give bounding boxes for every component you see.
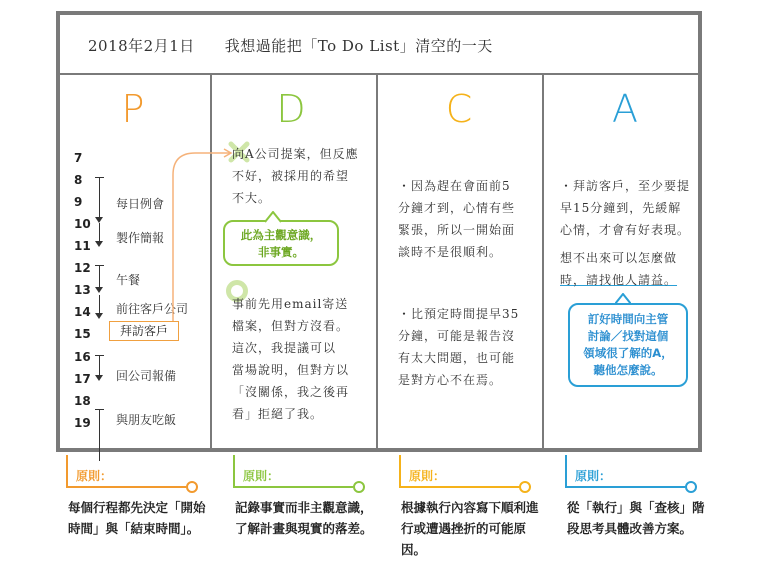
- note-line: ・因為趕在會面前5: [398, 179, 511, 193]
- plan-letter: P: [121, 87, 145, 131]
- bubble-line: 訂好時間向主管: [587, 312, 669, 326]
- note-line: ・拜訪客戶，至少要提: [560, 179, 691, 193]
- bubble-line: 非事實。: [258, 245, 304, 259]
- hour-label: 9: [74, 195, 83, 209]
- principle-text: 每個行程都先決定「開始時間」與「結束時間」。: [68, 500, 206, 536]
- principle-rule: [233, 486, 353, 488]
- schedule-item: 每日例會: [116, 197, 165, 211]
- do-letter: D: [276, 87, 306, 131]
- note-line: 緊張，所以一開始面: [398, 223, 516, 237]
- note-line: 事前先用email寄送: [232, 297, 349, 311]
- note-line: 向A公司提案，但反應: [232, 147, 359, 161]
- act-letter: A: [612, 87, 638, 131]
- hour-label: 19: [74, 416, 91, 430]
- principle-text: 從「執行」與「查核」階段思考具體改善方案。: [567, 500, 705, 536]
- note-line: 不大。: [232, 191, 272, 205]
- note-line: 想不出來可以怎麼做: [560, 251, 678, 265]
- hour-label: 8: [74, 173, 83, 187]
- schedule-item: 與朋友吃飯: [116, 413, 177, 427]
- bubble-line: 討論／找對這個: [587, 329, 669, 343]
- bubble-line: 領域很了解的A，: [583, 346, 673, 360]
- hour-label: 10: [74, 217, 91, 231]
- circle-icon: [353, 481, 365, 493]
- title-text: 我想過能把「To Do List」清空的一天: [224, 37, 493, 55]
- check-note-2: [398, 303, 548, 391]
- hour-label: 18: [74, 394, 91, 408]
- hour-label: 12: [74, 261, 91, 275]
- circle-icon: [685, 481, 697, 493]
- schedule-item: 前往客戶公司: [116, 302, 189, 316]
- principle-label: 原則：: [243, 469, 280, 483]
- do-note-2: [232, 293, 382, 425]
- check-note-1: [398, 175, 548, 263]
- bubble-line: 此為主觀意識，: [240, 228, 322, 242]
- note-line: 有太大問題，也可能: [398, 351, 516, 365]
- act-note-2: [560, 247, 705, 291]
- principle-label: 原則：: [76, 469, 113, 483]
- hour-label: 17: [74, 372, 91, 386]
- hour-label: 13: [74, 283, 91, 297]
- principle-label: 原則：: [575, 469, 612, 483]
- principle-text: 記錄事實而非主觀意識，了解計畫與現實的落差。: [235, 500, 373, 536]
- note-line: 不好，被採用的希望: [232, 169, 350, 183]
- hour-label: 14: [74, 305, 91, 319]
- note-line: 當場說明，但對方以: [232, 363, 350, 377]
- act-note-1: [560, 175, 705, 241]
- principle-connector: [399, 455, 401, 487]
- pdca-board: [56, 11, 702, 452]
- bubble-line: 聽他怎麼說。: [593, 363, 663, 377]
- note-line: 分鐘，可能是報告沒: [398, 329, 516, 343]
- principle-connector: [233, 455, 235, 487]
- bubble-pointer: [265, 211, 281, 223]
- hour-label: 11: [74, 239, 91, 253]
- principle-rule: [66, 486, 186, 488]
- note-line: 早15分鐘到，先緩解: [560, 201, 682, 215]
- title-date: 2018年2月1日: [88, 37, 195, 55]
- circle-icon: [186, 481, 198, 493]
- do-note-1: [232, 143, 372, 209]
- principle-connector: [66, 455, 68, 487]
- note-line: 心情，才會有好表現。: [560, 223, 691, 237]
- note-line: 這次，我提議可以: [232, 341, 337, 355]
- schedule-item: 製作簡報: [116, 231, 165, 245]
- check-letter: C: [445, 87, 473, 131]
- principle-text: 根據執行內容寫下順利進行或遭遇挫折的可能原因。: [401, 500, 539, 557]
- note-line: 分鐘才到，心情有些: [398, 201, 516, 215]
- callout-bubble: [568, 303, 688, 387]
- schedule-item: 午餐: [116, 273, 141, 287]
- note-line: 時，請找他人請益。: [560, 273, 678, 287]
- note-line: 談時不是很順利。: [398, 245, 503, 259]
- note-line: 「沒關係，我之後再: [232, 385, 350, 399]
- principle-rule: [399, 486, 519, 488]
- note-line: 是對方心不在焉。: [398, 373, 503, 387]
- note-line: 看」拒絕了我。: [232, 407, 324, 421]
- hour-label: 15: [74, 327, 91, 341]
- note-line: ・比預定時間提早35: [398, 307, 520, 321]
- principle-label: 原則：: [409, 469, 446, 483]
- hour-label: 7: [74, 151, 83, 165]
- schedule-item: 回公司報備: [116, 369, 177, 383]
- principle-connector: [565, 455, 567, 487]
- note-line: 檔案，但對方沒看。: [232, 319, 350, 333]
- schedule-item-highlight: 拜訪客戶: [109, 321, 179, 341]
- circle-icon: [519, 481, 531, 493]
- principle-rule: [565, 486, 685, 488]
- hour-label: 16: [74, 350, 91, 364]
- callout-bubble: [223, 220, 339, 266]
